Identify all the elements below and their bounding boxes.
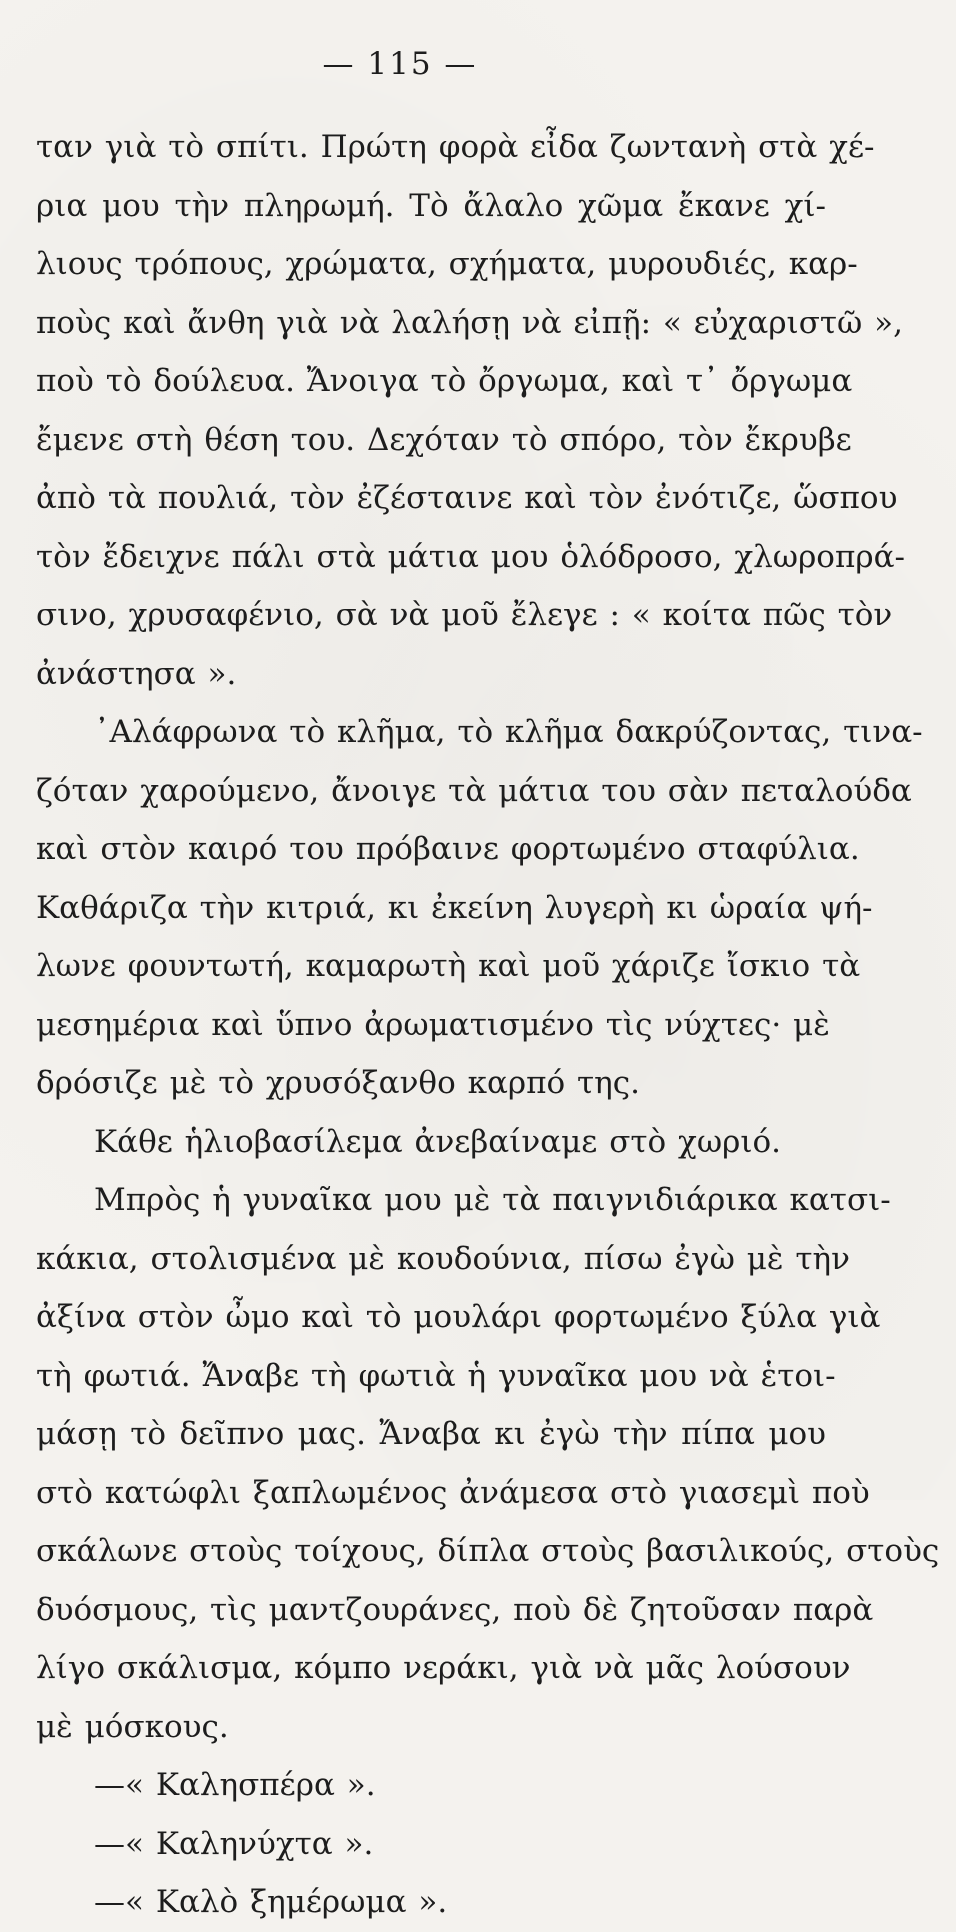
text-line: ρια μου τὴν πληρωμή. Τὸ ἄλαλο χῶμα ἔκανε χί- — [36, 187, 826, 224]
dialogue-line: —« Καλησπέρα ». — [94, 1767, 376, 1803]
text-line: λίγο σκάλισμα, κόμπο νεράκι, γιὰ νὰ μᾶς λούσουν — [36, 1650, 851, 1686]
text-line: δυόσμους, τὶς μαντζουράνες, ποὺ δὲ ζητοῦσαν παρὰ — [36, 1591, 874, 1628]
page-number: — 115 — — [322, 46, 478, 82]
text-line: ταν γιὰ τὸ σπίτι. Πρώτη φορὰ εἶδα ζωντανὴ στὰ χέ- — [36, 129, 875, 165]
text-line: ᾽Αλάφρωνα τὸ κλῆμα, τὸ κλῆμα δακρύζοντας, τινα- — [94, 714, 923, 750]
text-line: μάσῃ τὸ δεῖπνο μας. Ἄναβα κι ἐγὼ τὴν πίπα μου — [36, 1416, 826, 1452]
text-line: τὴ φωτιά. Ἄναβε τὴ φωτιὰ ἡ γυναῖκα μου νὰ ἑτοι- — [36, 1357, 836, 1394]
dialogue-line: —« Καλὸ ξημέρωμα ». — [94, 1884, 448, 1920]
text-line: δρόσιζε μὲ τὸ χρυσόξανθο καρπό της. — [36, 1065, 640, 1101]
text-line: ἀνάστησα ». — [36, 655, 237, 692]
text-line: ποὺ τὸ δούλευα. Ἄνοιγα τὸ ὄργωμα, καὶ τ᾽ ὄργωμα — [36, 363, 853, 399]
text-line: καὶ στὸν καιρό του πρόβαινε φορτωμένο σταφύλια. — [36, 831, 860, 867]
text-line: σινο, χρυσαφένιο, σὰ νὰ μοῦ ἔλεγε : « κοίτα πῶς τὸν — [36, 597, 893, 633]
text-line: ἀπὸ τὰ πουλιά, τὸν ἐζέσταινε καὶ τὸν ἐνότιζε, ὥσπου — [36, 480, 898, 516]
text-line: Κάθε ἡλιοβασίλεμα ἀνεβαίναμε στὸ χωριό. — [94, 1123, 782, 1160]
text-line: λιους τρόπους, χρώματα, σχήματα, μυρουδιές, καρ- — [36, 246, 858, 282]
text-line: Καθάριζα τὴν κιτριά, κι ἐκείνη λυγερὴ κι ὡραία ψή- — [36, 889, 873, 926]
text-line: σκάλωνε στοὺς τοίχους, δίπλα στοὺς βασιλικούς, στοὺς — [36, 1533, 940, 1569]
text-line: ἔμενε στὴ θέση του. Δεχόταν τὸ σπόρο, τὸν ἔκρυβε — [36, 421, 852, 458]
text-line: ἀξίνα στὸν ὦμο καὶ τὸ μουλάρι φορτωμένο ξύλα γιὰ — [36, 1299, 881, 1335]
body-text — [36, 118, 940, 1932]
text-line: στὸ κατώφλι ξαπλωμένος ἀνάμεσα στὸ γιασεμὶ ποὺ — [36, 1474, 870, 1511]
dialogue-line: —« Καληνύχτα ». — [94, 1825, 374, 1862]
text-line: ζόταν χαρούμενο, ἄνοιγε τὰ μάτια του σὰν πεταλούδα — [36, 772, 912, 809]
text-line: μὲ μόσκους. — [36, 1708, 229, 1745]
text-line: λωνε φουντωτή, καμαρωτὴ καὶ μοῦ χάριζε ἴσκιο τὰ — [36, 948, 861, 984]
text-line: Μπρὸς ἡ γυναῖκα μου μὲ τὰ παιγνιδιάρικα κατσι- — [94, 1182, 891, 1218]
text-line: ποὺς καὶ ἄνθη γιὰ νὰ λαλήσῃ νὰ εἰπῇ: « εὐχαριστῶ », — [36, 304, 903, 341]
text-line: μεσημέρια καὶ ὕπνο ἀρωματισμένο τὶς νύχτες· μὲ — [36, 1006, 830, 1043]
text-line: τὸν ἔδειχνε πάλι στὰ μάτια μου ὁλόδροσο, χλωροπρά- — [36, 538, 905, 575]
text-line: κάκια, στολισμένα μὲ κουδούνια, πίσω ἐγὼ μὲ τὴν — [36, 1240, 850, 1277]
